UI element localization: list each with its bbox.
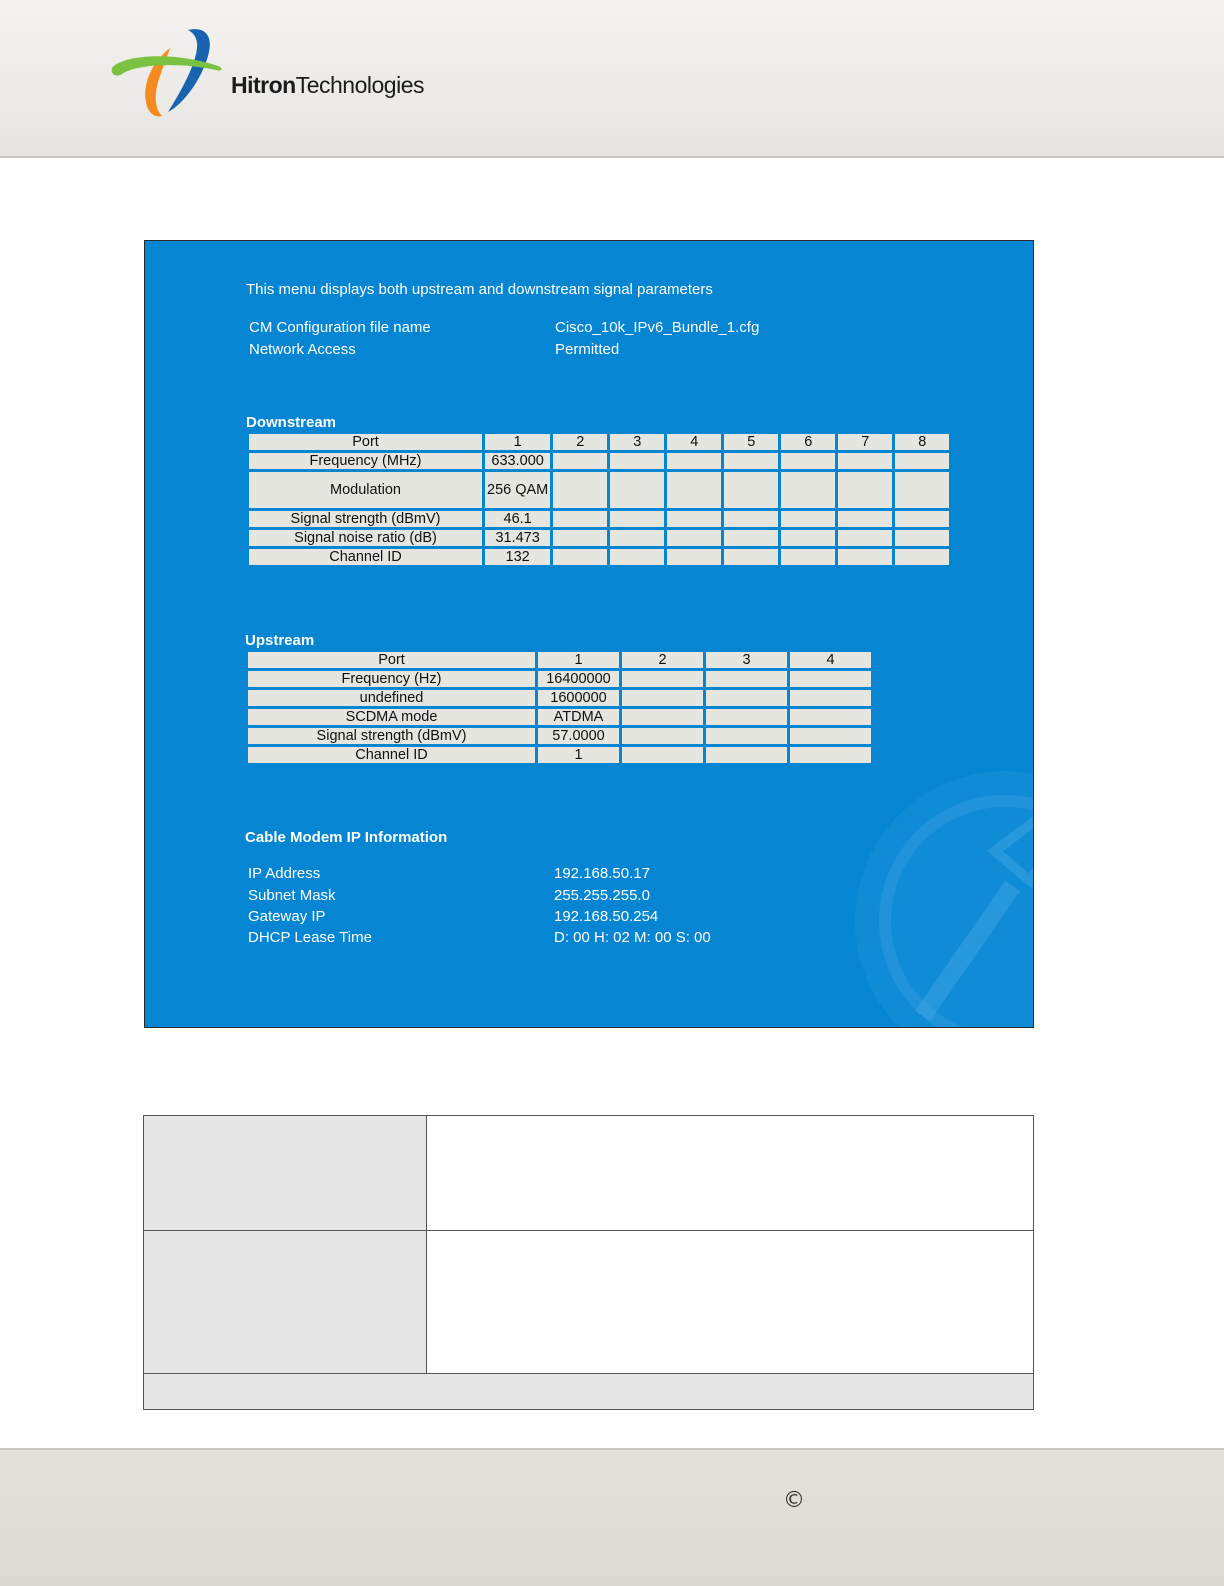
dhcp-lease-label: DHCP Lease Time [248, 929, 372, 946]
upstream-value-cell: 16400000 [538, 671, 619, 687]
upstream-heading: Upstream [245, 632, 315, 649]
upstream-row-label: Signal strength (dBmV) [248, 728, 535, 744]
downstream-value-cell [781, 530, 835, 546]
downstream-table-row [249, 530, 949, 546]
upstream-value-cell: 57.0000 [538, 728, 619, 744]
upstream-value-cell [790, 690, 871, 706]
downstream-value-cell [724, 453, 778, 469]
downstream-header-cell: 8 [895, 434, 949, 450]
downstream-row-label: Signal strength (dBmV) [249, 511, 482, 527]
upstream-table [245, 649, 874, 766]
downstream-header-cell: 2 [553, 434, 607, 450]
field-description-table [143, 1115, 1034, 1410]
downstream-table-row [249, 511, 949, 527]
ip-info-heading: Cable Modem IP Information [245, 829, 448, 846]
downstream-table-row [249, 453, 949, 469]
downstream-value-cell [610, 472, 664, 508]
downstream-row-label: Channel ID [249, 549, 482, 565]
description-row [144, 1116, 1033, 1231]
upstream-value-cell [790, 671, 871, 687]
downstream-value-cell [895, 511, 949, 527]
upstream-row-label: Channel ID [248, 747, 535, 763]
downstream-value-cell [610, 511, 664, 527]
gateway-ip-label: Gateway IP [248, 908, 326, 925]
downstream-value-cell [553, 472, 607, 508]
downstream-table-row [249, 549, 949, 565]
upstream-value-cell: ATDMA [538, 709, 619, 725]
downstream-header-cell: 4 [667, 434, 721, 450]
gateway-ip-value: 192.168.50.254 [554, 908, 659, 925]
upstream-value-cell [706, 709, 787, 725]
downstream-value-cell [667, 472, 721, 508]
upstream-row-label: undefined [248, 690, 535, 706]
subnet-mask-label: Subnet Mask [248, 887, 336, 904]
downstream-value-cell [781, 453, 835, 469]
downstream-value-cell [610, 549, 664, 565]
upstream-value-cell [790, 728, 871, 744]
upstream-header-cell: 4 [790, 652, 871, 668]
upstream-header-cell: 3 [706, 652, 787, 668]
downstream-value-cell [667, 530, 721, 546]
downstream-value-cell [895, 549, 949, 565]
downstream-value-cell [895, 530, 949, 546]
upstream-value-cell: 1600000 [538, 690, 619, 706]
description-text-cell [427, 1116, 1033, 1230]
upstream-value-cell: 1 [538, 747, 619, 763]
upstream-value-cell [706, 671, 787, 687]
upstream-table-row [248, 747, 871, 763]
upstream-value-cell [790, 747, 871, 763]
downstream-heading: Downstream [246, 414, 337, 431]
upstream-value-cell [706, 747, 787, 763]
downstream-header-cell: 1 [485, 434, 550, 450]
downstream-value-cell [838, 453, 892, 469]
upstream-value-cell [622, 728, 703, 744]
downstream-row-label: Modulation [249, 472, 482, 508]
upstream-value-cell [622, 690, 703, 706]
config-file-label: CM Configuration file name [249, 319, 431, 336]
ip-address-value: 192.168.50.17 [554, 865, 650, 882]
subnet-mask-value: 255.255.255.0 [554, 887, 650, 904]
downstream-value-cell: 256 QAM [485, 472, 550, 508]
upstream-header-cell: 2 [622, 652, 703, 668]
downstream-value-cell [553, 530, 607, 546]
downstream-value-cell: 132 [485, 549, 550, 565]
downstream-value-cell [724, 472, 778, 508]
downstream-header-cell: 7 [838, 434, 892, 450]
ip-address-label: IP Address [248, 865, 321, 882]
downstream-table-row [249, 472, 949, 508]
description-label-cell [144, 1116, 427, 1230]
upstream-table-row [248, 690, 871, 706]
downstream-row-label: Signal noise ratio (dB) [249, 530, 482, 546]
description-footer-row [144, 1374, 1033, 1409]
hitron-logo-icon [110, 26, 225, 120]
upstream-value-cell [622, 747, 703, 763]
upstream-table-row [248, 709, 871, 725]
downstream-value-cell [838, 472, 892, 508]
wrench-watermark-icon [805, 731, 1034, 1028]
upstream-row-label: SCDMA mode [248, 709, 535, 725]
copyright-symbol: © [783, 1488, 805, 1513]
downstream-header-cell: 3 [610, 434, 664, 450]
downstream-value-cell [667, 511, 721, 527]
downstream-value-cell [724, 549, 778, 565]
downstream-value-cell [667, 453, 721, 469]
page-footer [0, 1448, 1224, 1586]
upstream-value-cell [790, 709, 871, 725]
page-header [0, 0, 1224, 158]
downstream-value-cell [838, 549, 892, 565]
downstream-value-cell [895, 453, 949, 469]
description-label-cell [144, 1231, 427, 1373]
downstream-value-cell [838, 530, 892, 546]
upstream-value-cell [622, 671, 703, 687]
upstream-value-cell [622, 709, 703, 725]
downstream-value-cell [610, 530, 664, 546]
upstream-table-row [248, 728, 871, 744]
downstream-value-cell [781, 511, 835, 527]
downstream-row-label: Frequency (MHz) [249, 453, 482, 469]
downstream-value-cell [781, 549, 835, 565]
intro-text: This menu displays both upstream and downstream signal parameters [246, 281, 713, 298]
upstream-row-label: Frequency (Hz) [248, 671, 535, 687]
network-access-label: Network Access [249, 341, 356, 358]
downstream-value-cell [610, 453, 664, 469]
downstream-value-cell [781, 472, 835, 508]
upstream-header-row [248, 652, 871, 668]
downstream-value-cell [553, 549, 607, 565]
downstream-value-cell [724, 511, 778, 527]
upstream-header-cell: 1 [538, 652, 619, 668]
downstream-value-cell [553, 453, 607, 469]
upstream-value-cell [706, 728, 787, 744]
downstream-header-cell: 5 [724, 434, 778, 450]
downstream-value-cell: 31.473 [485, 530, 550, 546]
upstream-header-cell: Port [248, 652, 535, 668]
downstream-table [246, 431, 952, 568]
upstream-table-row [248, 671, 871, 687]
upstream-value-cell [706, 690, 787, 706]
downstream-value-cell [724, 530, 778, 546]
config-file-value: Cisco_10k_IPv6_Bundle_1.cfg [555, 319, 760, 336]
downstream-value-cell [553, 511, 607, 527]
dhcp-lease-value: D: 00 H: 02 M: 00 S: 00 [554, 929, 711, 946]
downstream-header-cell: 6 [781, 434, 835, 450]
downstream-value-cell [838, 511, 892, 527]
downstream-value-cell [895, 472, 949, 508]
network-access-value: Permitted [555, 341, 620, 358]
description-row [144, 1231, 1033, 1374]
downstream-value-cell: 633.000 [485, 453, 550, 469]
brand-name: HitronTechnologies [231, 72, 424, 98]
description-text-cell [427, 1231, 1033, 1373]
downstream-header-cell: Port [249, 434, 482, 450]
signal-status-screenshot [144, 240, 1034, 1028]
downstream-value-cell: 46.1 [485, 511, 550, 527]
downstream-value-cell [667, 549, 721, 565]
downstream-header-row [249, 434, 949, 450]
